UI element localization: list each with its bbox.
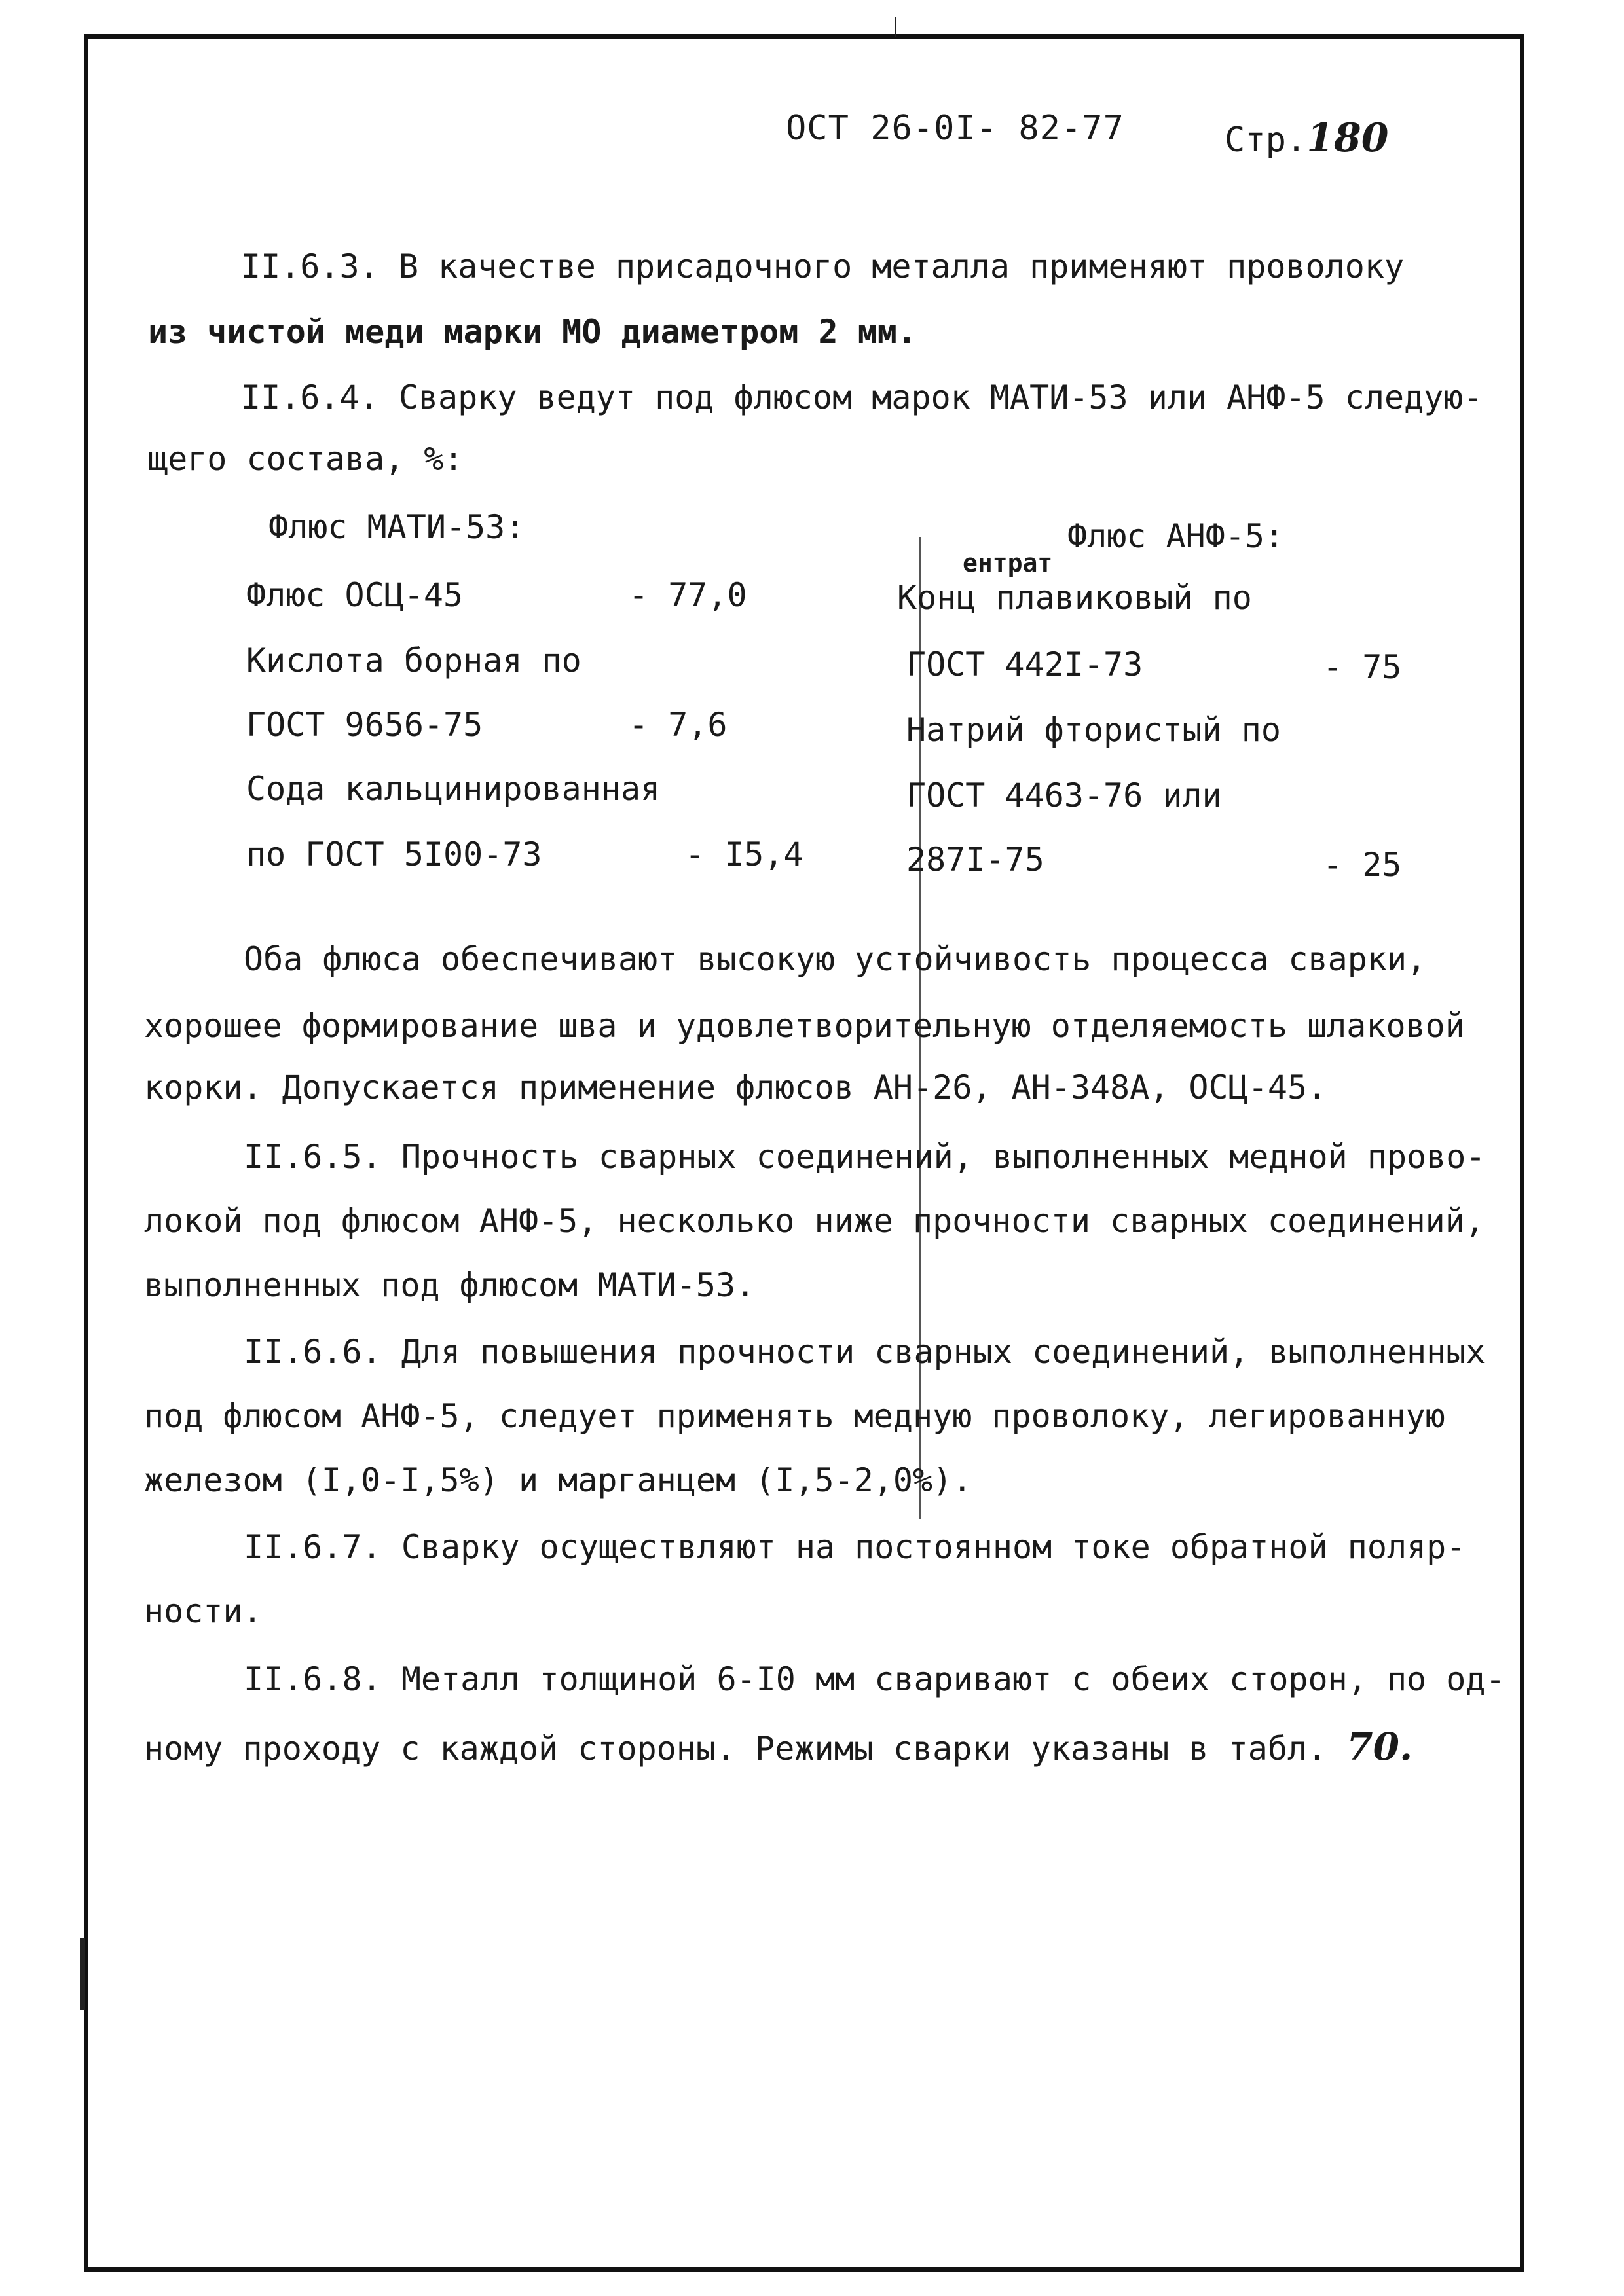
flux-mati-row-4-name: Сода кальцинированная — [246, 770, 661, 808]
flux-mati-row-1-name: Флюс ОСЦ-45 — [246, 576, 464, 614]
document-code: ОСТ 26-0I- 82-77 — [786, 109, 1124, 148]
table-reference: 70. — [1346, 1724, 1413, 1769]
flux-mati-row-5-value: - I5,4 — [685, 835, 803, 873]
paragraph-11-6-8-line-2 — [144, 1724, 1412, 1769]
paragraph-11-6-6-line-3: железом (I,0-I,5%) и марганцем (I,5-2,0%). — [144, 1461, 972, 1499]
paragraph-11-6-8-line-1: II.6.8. Металл толщиной 6-I0 мм сваривают с обеих сторон, по од- — [244, 1660, 1505, 1698]
paragraph-11-6-5-line-3: выполненных под флюсом МАТИ-53. — [144, 1266, 756, 1304]
paragraph-11-6-8-line-2-text: ному проходу с каждой стороны. Режимы сварки указаны в табл. — [144, 1730, 1327, 1768]
paragraph-both-line-1: Оба флюса обеспечивают высокую устойчивость процесса сварки, — [244, 940, 1427, 978]
frame-tick — [80, 1938, 85, 2010]
paragraph-11-6-3-line-2: из чистой меди марки МО диаметром 2 мм. — [148, 313, 917, 351]
flux-anf-title: Флюс АНФ-5: — [1067, 517, 1285, 555]
paragraph-11-6-5-line-1: II.6.5. Прочность сварных соединений, выполненных медной прово- — [244, 1138, 1486, 1176]
flux-mati-row-1-value: - 77,0 — [629, 576, 747, 614]
flux-mati-row-3-value: - 7,6 — [629, 706, 728, 744]
page-label-text: Стр. — [1225, 120, 1307, 160]
page-label — [1225, 115, 1388, 161]
paragraph-both-line-3: корки. Допускается применение флюсов АН-26, АН-348А, ОСЦ-45. — [144, 1068, 1327, 1106]
flux-mati-title: Флюс МАТИ-53: — [268, 508, 525, 546]
page-number: 180 — [1306, 115, 1389, 161]
paragraph-both-line-2: хорошее формирование шва и удовлетворительную отделяемость шлаковой — [144, 1007, 1465, 1045]
flux-anf-row-5-name: 287I-75 — [906, 841, 1044, 879]
paragraph-11-6-6-line-2: под флюсом АНФ-5, следует применять медную проволоку, легированную — [144, 1397, 1445, 1435]
flux-anf-row-3-name: Натрий фтористый по — [906, 711, 1281, 749]
paragraph-11-6-4-line-1: II.6.4. Сварку ведут под флюсом марок МАТИ-53 или АНФ-5 следую- — [241, 378, 1483, 416]
flux-anf-row-4-name: ГОСТ 4463-76 или — [906, 776, 1222, 814]
flux-mati-row-3-name: ГОСТ 9656-75 — [246, 706, 483, 744]
paragraph-11-6-3-line-1: II.6.3. В качестве присадочного металла применяют проволоку — [241, 247, 1405, 285]
paragraph-11-6-7-line-1: II.6.7. Сварку осуществляют на постоянном токе обратной поляр- — [244, 1528, 1466, 1566]
flux-mati-row-5-name: по ГОСТ 5I00-73 — [246, 835, 542, 873]
paragraph-11-6-7-line-2: ности. — [144, 1592, 263, 1630]
frame-tick — [895, 17, 896, 37]
paragraph-11-6-4-line-2: щего состава, %: — [148, 440, 464, 478]
paragraph-11-6-6-line-1: II.6.6. Для повышения прочности сварных соединений, выполненных — [244, 1333, 1486, 1371]
flux-anf-row-2-name: ГОСТ 442I-73 — [906, 646, 1143, 683]
flux-anf-insert: ентрат — [963, 549, 1053, 577]
paragraph-11-6-5-line-2: локой под флюсом АНФ-5, несколько ниже прочности сварных соединений, — [144, 1202, 1485, 1240]
flux-anf-row-1-name: Конц плавиковый по — [897, 579, 1252, 617]
flux-mati-row-2-name: Кислота борная по — [246, 642, 581, 680]
flux-anf-row-5-value: - 25 — [1323, 846, 1402, 884]
flux-anf-row-2-value: - 75 — [1323, 648, 1402, 686]
